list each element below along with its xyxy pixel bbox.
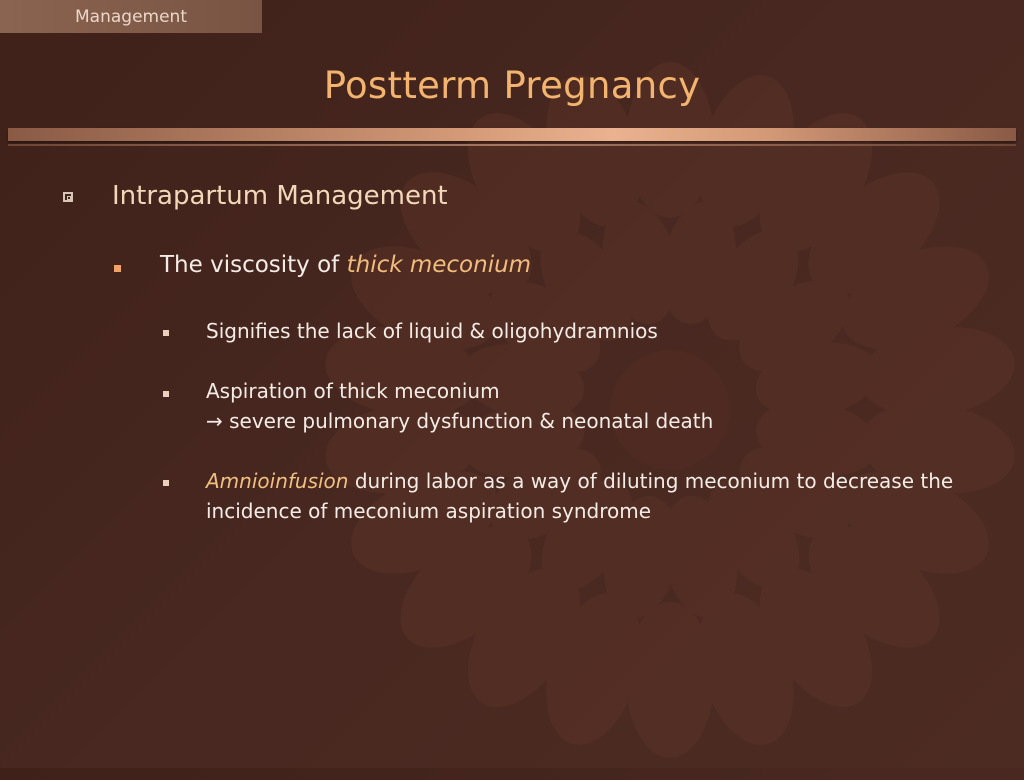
level3-item-1: Signifies the lack of liquid & oligohydramnios [206,319,658,343]
square-bullet-icon [114,265,121,272]
hollow-square-bullet-icon [63,192,73,202]
level3-item-3 [206,466,966,526]
level3-item-3-emphasis: Amnioinfusion [206,469,349,493]
title-divider-line [8,144,1016,146]
level2-prefix: The viscosity of [160,252,347,278]
level3-item-3-rest: during labor as a way of diluting meconium to decrease the incidence of meconium aspiration syndrome [206,469,954,523]
level3-item-2-line2: → severe pulmonary dysfunction & neonatal death [206,409,714,433]
square-bullet-icon [163,480,169,486]
title-divider [8,128,1016,141]
square-bullet-icon [163,330,169,336]
section-tag: Management [0,0,262,33]
square-bullet-icon [163,391,169,397]
page-title: Postterm Pregnancy [323,64,701,107]
level2-emphasis: thick meconium [346,252,532,278]
level3-item-2 [206,376,966,436]
level1-heading: Intrapartum Management [112,181,448,211]
level2-item [160,252,531,278]
level3-item-2-line1: Aspiration of thick meconium [206,379,500,403]
